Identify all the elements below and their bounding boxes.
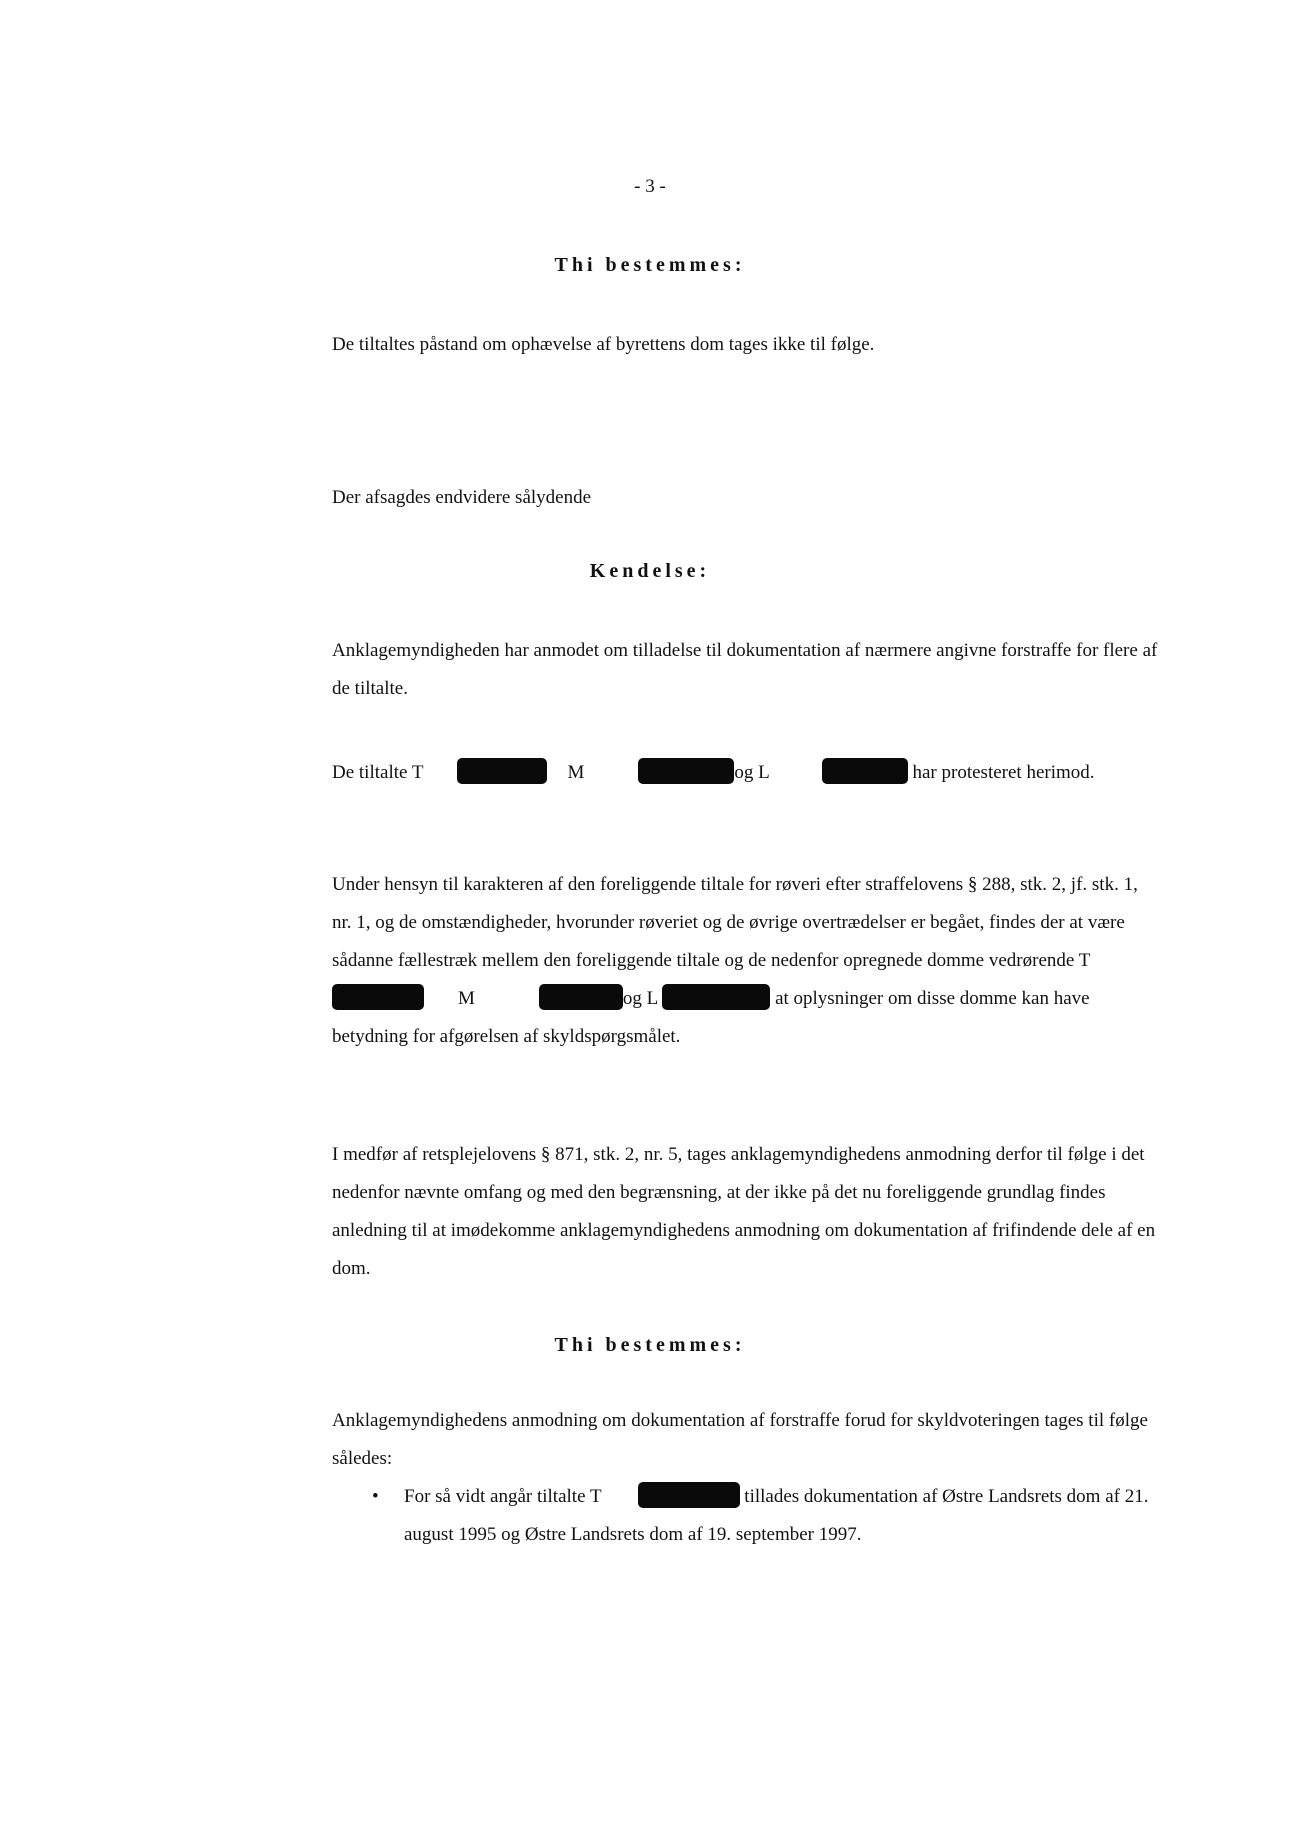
redaction-bar bbox=[457, 758, 547, 784]
defendant-m-initial: M bbox=[458, 988, 475, 1009]
defendant-t-initial: T bbox=[1078, 950, 1091, 971]
paragraph-7: Anklagemyndighedens anmodning om dokumentation af forstraffe forud for skyldvoteringen tages til følge således: bbox=[332, 1410, 1148, 1469]
heading-kendelse: Kendelse: bbox=[589, 560, 711, 582]
redaction-bar bbox=[822, 758, 908, 784]
paragraph-2: Der afsagdes endvidere sålydende bbox=[332, 487, 592, 508]
og-word: og bbox=[622, 988, 642, 1009]
list-item-suffix: tillades dokumentation af Østre Landsrets dom af 21. august 1995 og Østre Landsrets dom af 19. september 1997. bbox=[404, 1486, 1149, 1545]
paragraph-5 bbox=[332, 866, 1162, 1056]
heading-thi-bestemmes-1: Thi bestemmes: bbox=[554, 254, 746, 276]
paragraph-6: I medfør af retsplejelovens § 871, stk. 2, nr. 5, tages anklagemyndighedens anmodning derfor til følge i det nedenfor nævnte omfang og med den begrænsning, at der ikke på det nu foreliggende grundlag findes anledning til at imødekomme anklagemyndighedens anmodning om dokumentation af frifindende dele af en dom. bbox=[332, 1144, 1156, 1279]
page-number: - 3 - bbox=[634, 176, 666, 197]
list-item-prefix: For så vidt angår tiltalte bbox=[404, 1486, 586, 1507]
heading-thi-bestemmes-2: Thi bestemmes: bbox=[554, 1334, 746, 1356]
paragraph-5-suffix: at oplysninger om disse domme kan have betydning for afgørelsen af skyldspørgsmålet. bbox=[332, 988, 1090, 1047]
defendant-t-initial: T bbox=[589, 1486, 602, 1507]
redaction-bar bbox=[662, 984, 770, 1010]
redaction-bar bbox=[638, 1482, 740, 1508]
defendant-m-initial: M bbox=[567, 762, 585, 783]
paragraph-4-prefix: De tiltalte bbox=[332, 762, 408, 783]
list-item bbox=[372, 1478, 1162, 1554]
og-word: og bbox=[734, 762, 754, 783]
paragraph-4 bbox=[332, 754, 1162, 792]
defendant-l-initial: L bbox=[758, 762, 770, 783]
defendant-t-initial: T bbox=[411, 762, 424, 783]
defendant-l-initial: L bbox=[646, 988, 658, 1009]
redaction-bar bbox=[332, 984, 424, 1010]
paragraph-1: De tiltaltes påstand om ophævelse af byrettens dom tages ikke til følge. bbox=[332, 334, 875, 355]
redaction-bar bbox=[539, 984, 623, 1010]
bullet-icon: • bbox=[372, 1486, 379, 1507]
paragraph-3: Anklagemyndigheden har anmodet om tilladelse til dokumentation af nærmere angivne forstraffe for flere af de tiltalte. bbox=[332, 640, 1158, 699]
paragraph-4-suffix: har protesteret herimod. bbox=[912, 762, 1095, 783]
redaction-bar bbox=[638, 758, 734, 784]
ruling-list bbox=[372, 1478, 1162, 1554]
paragraph-5-text: Under hensyn til karakteren af den foreliggende tiltale for røveri efter straffelovens § 288, stk. 2, jf. stk. 1, nr. 1, og de omstændigheder, hvorunder røveriet og de øvrige overtrædelser er begået, findes der at være sådanne fællestræk mellem den foreliggende tiltale og de nedenfor opregnede domme vedrørende bbox=[332, 874, 1138, 971]
